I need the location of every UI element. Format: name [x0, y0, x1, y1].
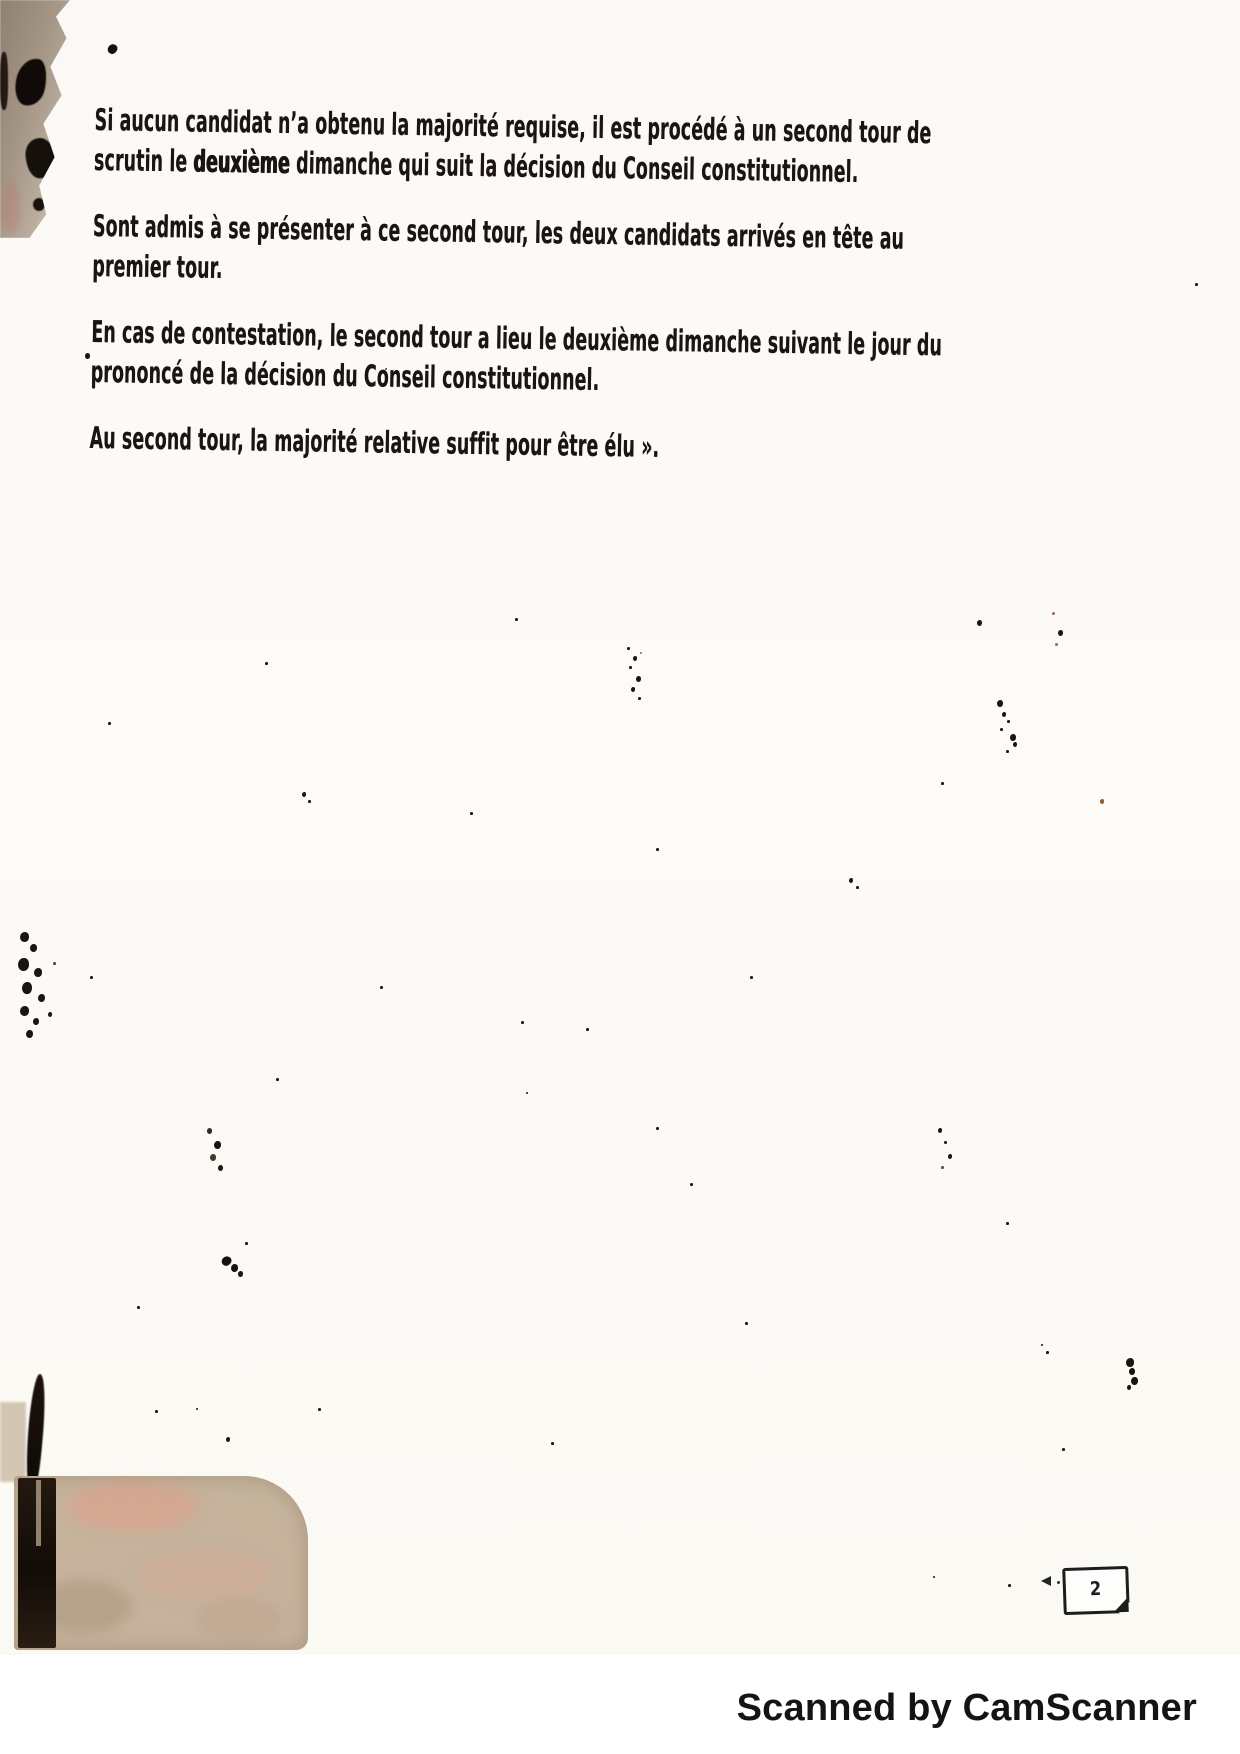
- document-line: [93, 141, 859, 190]
- line-text: dimanche qui suit la décision du Conseil constitutionnel.: [289, 146, 859, 190]
- scan-speck: [1008, 1584, 1011, 1587]
- scan-speck: [218, 1165, 223, 1171]
- scan-speck: [18, 958, 29, 971]
- camscanner-watermark: Scanned by CamScanner: [736, 1687, 1197, 1729]
- scan-speck: [470, 812, 473, 815]
- scan-speck: [1007, 720, 1010, 723]
- scan-speck: [26, 1030, 33, 1038]
- scan-speck: [656, 1127, 659, 1130]
- scan-speck: [636, 676, 641, 682]
- scan-speck: [238, 1271, 243, 1277]
- scan-speck: [656, 848, 659, 851]
- scan-speck: [30, 944, 37, 952]
- scan-speck: [977, 620, 982, 626]
- scan-speck: [521, 1021, 524, 1024]
- scan-speck: [90, 976, 93, 979]
- scan-speck: [231, 1264, 238, 1272]
- scan-speck: [1129, 1368, 1135, 1375]
- scan-speck: [22, 982, 32, 994]
- scan-speck: [856, 886, 859, 889]
- scan-speck: [948, 1154, 952, 1159]
- paragraph-2: [92, 207, 1093, 303]
- document-line: Sont admis à se présenter à ce second tour, les deux candidats arrivés en tête au: [92, 208, 905, 257]
- document-body-text: [89, 101, 1095, 501]
- scan-speck: [1041, 1344, 1043, 1346]
- scan-speck: [155, 1410, 158, 1413]
- line-text: scrutin le: [93, 142, 194, 180]
- stain-slit: [36, 1480, 41, 1546]
- scan-speck: [1046, 1351, 1049, 1354]
- scan-speck: [265, 662, 268, 665]
- scan-speck: [633, 656, 637, 661]
- paragraph-3: [90, 313, 1091, 409]
- scan-speck: [941, 1166, 944, 1169]
- scan-speck: [941, 782, 944, 785]
- scan-speck: [1131, 1377, 1138, 1385]
- dark-edge-artifact: [18, 1478, 56, 1648]
- scan-speck: [515, 618, 518, 621]
- document-line: En cas de contestation, le second tour a lieu le deuxième dimanche suivant le jour du: [91, 314, 943, 364]
- scan-speck: [1000, 728, 1003, 731]
- scan-speck: [631, 687, 635, 692]
- stain-patch: [137, 1549, 272, 1601]
- scan-speck: [640, 652, 642, 654]
- scan-speck: [1013, 742, 1017, 747]
- emphasized-word: deuxième: [193, 144, 291, 182]
- scan-speck: [1006, 750, 1009, 753]
- scan-speck: [750, 976, 753, 979]
- stain-strip: [0, 1402, 26, 1482]
- document-line: prononcé de la décision du Conseil constitutionnel.: [90, 354, 600, 398]
- scan-speck: [997, 700, 1003, 707]
- document-line: Au second tour, la majorité relative suffit pour être élu ».: [89, 420, 660, 465]
- ink-blot: [0, 52, 8, 110]
- scan-speck: [318, 1408, 321, 1411]
- scan-speck: [20, 932, 29, 942]
- scan-speck: [627, 647, 630, 650]
- scan-speck: [933, 1576, 935, 1578]
- document-line: premier tour.: [92, 248, 223, 287]
- scan-speck: [380, 986, 383, 989]
- scan-speck: [85, 353, 90, 359]
- stain-patch: [67, 1483, 199, 1532]
- scan-speck: [1062, 1448, 1065, 1451]
- scan-speck: [1127, 1385, 1131, 1390]
- scan-speck: [745, 1322, 748, 1325]
- scan-speck: [48, 1012, 52, 1017]
- scan-speck: [1055, 643, 1058, 646]
- stain-patch: [2, 182, 20, 232]
- tape-stain-artifact: [14, 1476, 308, 1650]
- page-number: 2: [1089, 1577, 1102, 1600]
- ink-blot: [11, 55, 50, 108]
- ink-dot: [1057, 1581, 1060, 1584]
- scan-speck: [137, 1306, 140, 1309]
- scan-speck: [276, 1078, 279, 1081]
- scan-speck: [1052, 612, 1055, 615]
- stain-patch: [196, 1598, 284, 1640]
- scan-speck: [944, 1141, 947, 1144]
- page-number-box: [1062, 1566, 1130, 1615]
- paragraph-1: [94, 101, 1095, 197]
- scan-speck: [690, 1183, 693, 1186]
- scan-speck: [1010, 734, 1016, 741]
- scan-speck: [1195, 283, 1198, 286]
- scan-speck: [586, 1028, 589, 1031]
- scan-speck: [526, 1092, 528, 1094]
- scan-speck: [20, 1006, 29, 1016]
- scan-speck: [1100, 799, 1104, 804]
- camscanner-footer: [0, 1655, 1240, 1754]
- folded-corner-icon: [1113, 1597, 1129, 1613]
- scan-speck: [1002, 712, 1006, 717]
- scan-speck: [226, 1437, 230, 1442]
- scan-speck: [629, 666, 632, 669]
- scan-speck: [308, 800, 311, 803]
- scan-speck: [210, 1154, 216, 1161]
- paragraph-4: [89, 419, 1090, 475]
- scan-speck: [245, 1242, 248, 1245]
- scan-speck: [33, 1018, 39, 1025]
- scan-speck: [638, 697, 641, 700]
- scan-speck: [1058, 630, 1063, 636]
- scan-speck: [302, 792, 306, 797]
- scan-speck: [1126, 1358, 1134, 1367]
- scan-speck: [53, 962, 56, 965]
- scan-speck: [551, 1442, 554, 1445]
- scan-speck: [849, 878, 853, 883]
- scan-speck: [38, 994, 45, 1002]
- scan-speck: [196, 1408, 198, 1410]
- scan-speck: [207, 1128, 212, 1134]
- scan-speck: [108, 722, 111, 725]
- scan-speck: [1006, 1222, 1009, 1225]
- document-line: Si aucun candidat n’a obtenu la majorité requise, il est procédé à un second tour de: [94, 102, 932, 152]
- scan-speck: [938, 1128, 942, 1133]
- page-corner-arrow-icon: [1041, 1576, 1051, 1586]
- scan-speck: [34, 968, 42, 977]
- scan-speck: [214, 1141, 221, 1149]
